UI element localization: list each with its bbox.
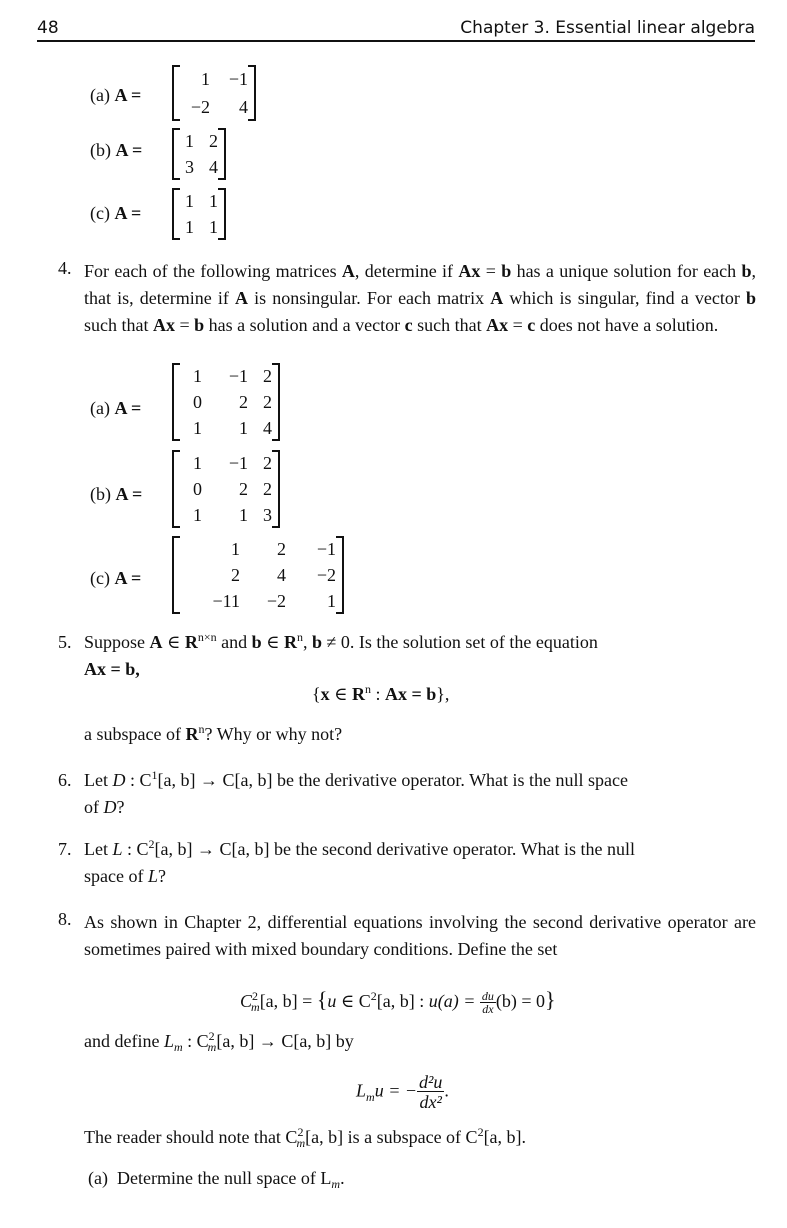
ex8-note: The reader should note that $C^2_m[a$, b] is a subspace of $C^2[a$, b]. [84,1125,527,1150]
ex5-number: 5. [58,632,72,652]
ex5-line-4: a subspace of $R^n$? Why or why not? [84,722,343,744]
ex7-line-2: space of L? [84,866,166,886]
chapter-title: Chapter 3. Essential linear algebra [460,18,755,38]
ex4-matrix-a: 1 −1 2 0 2 2 1 1 4 [172,363,280,441]
ex7-number: 7. [58,839,72,859]
ex8-paragraph: As shown in Chapter 2, differential equations involving the second derivative operator are sometimes paired with mixed boundary conditions. Define the set [84,912,756,959]
ex4-matrix-b: 1 −1 2 0 2 2 1 1 3 [172,450,280,528]
prev-part-b-label: (b) A = [90,140,143,160]
prev-matrix-b: 1 2 3 4 [172,128,226,180]
ex4-part-b-label: (b) A = [90,484,143,504]
prev-matrix-c: 1 1 1 1 [172,188,226,240]
ex4-paragraph: For each of the following matrices A, determine if Ax = b has a unique solution for each b, that is, determine if A is nonsingular. For each matrix A which is singular, find a vector b such that Ax = b has a solution and a vector c such that Ax = c does not have a solution. [84,261,757,335]
ex5-line-2: Ax = b, [84,659,140,679]
ex8-set-definition: $C^2_m[a$, b] = {u ∈ $C^2[a$, b] : u(a) = $\frac{du}{dx}$ (b) = 0} [240,987,556,1017]
ex6-line-2: of D? [84,797,125,817]
ex8-number: 8. [58,909,72,929]
ex5-line-1: Suppose A ∈ $R^{n\times n}$ and b ∈ $R^n$, b ≠ 0. Is the solution set of the equation [84,630,598,652]
prev-matrix-a: 1 −1 −2 4 [172,65,256,121]
ex4-part-a-label: (a) A = [90,398,142,418]
ex8-and-define: and define $L_m$ : $C^2_m[a$, b] → C[a, b] by [84,1029,354,1054]
ex4-number: 4. [58,258,72,278]
ex8-operator-equation: $L_mu$ = − $\frac{\text{d²u}}{\text{dx²}}$ . [356,1072,449,1112]
ex5-solution-set: {x ∈ $R^n$ : Ax = b}, [312,682,450,704]
running-header [37,12,755,42]
prev-part-a-label: (a) A = [90,85,142,105]
ex4-matrix-c: 1 2 −1 2 4 −2 −11 −2 1 [172,536,344,614]
ex8-part-a: (a) Determine the null space of $L_m$. [88,1168,345,1191]
ex6-number: 6. [58,770,72,790]
ex4-part-c-label: (c) A = [90,568,142,588]
ex7-line-1: Let L : $C^2[a$, b] → C[a, b] be the second derivative operator. What is the null [84,837,636,859]
ex6-line-1: Let D : $C^1[a$, b] → C[a, b] be the derivative operator. What is the null space [84,768,629,790]
page-number: 48 [37,18,59,38]
prev-part-c-label: (c) A = [90,203,142,223]
